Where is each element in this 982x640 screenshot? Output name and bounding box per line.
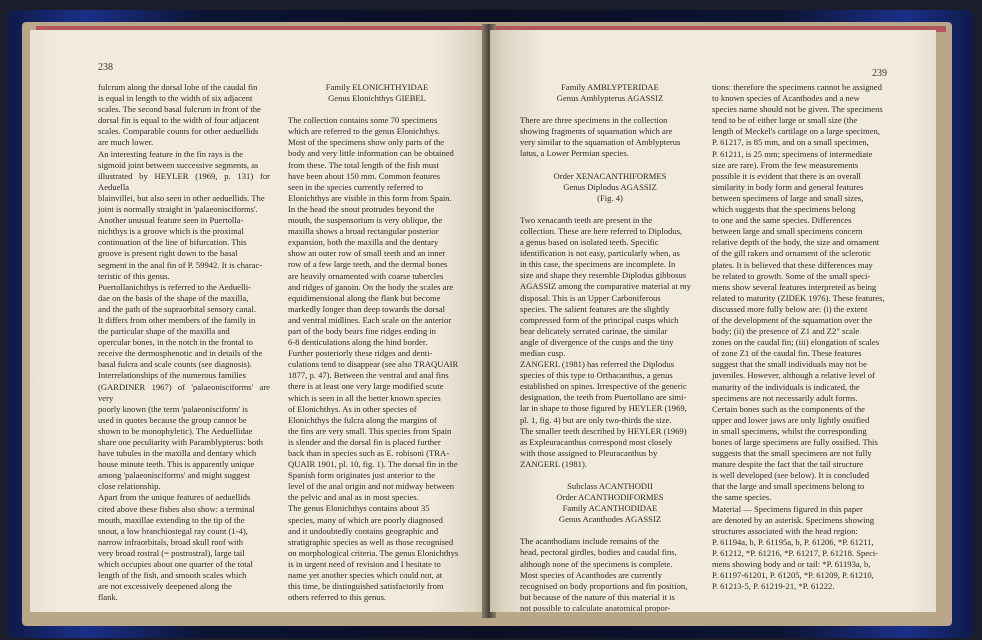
text-line: juveniles. However, although a relative level of [712,370,875,381]
text-line: identification is not easy, particularly when, as [520,248,680,259]
text-line: continuation of the line of bifurcation. This [98,237,247,248]
text-line: illustrated by HEYLER (1969, p. 131) for Aeduella [98,170,270,192]
text-line: have tubules in the maxilla and dentary which [98,448,257,459]
text-line: similarity in body form and general features [712,181,864,192]
text-line: dae on the basis of the shape of the maxilla, [98,292,249,303]
text-line: equidimensional along the flank but become [288,292,441,303]
page-number-right: 239 [872,68,887,79]
section-heading-line: Family AMBLYPTERIDAE [561,82,659,92]
text-line: Apart from the unique features of aeduellids [98,492,251,503]
text-line: is in urgent need of revision and I hesitate to [288,558,441,569]
text-line: The acanthodians include remains of the [520,536,660,547]
left-column-2 [288,82,466,603]
text-line: P. 61197-61201, P. 61205, *P. 61209, P. 61210, [712,570,874,581]
text-line: species, many of which are poorly diagnosed [288,514,443,525]
section-heading-line: Genus Acanthodes AGASSIZ [558,514,662,525]
text-line: bear delicately serrated carinae, the similar [520,325,668,336]
section-heading-line: Order XENACANTHIFORMES [553,170,667,181]
text-line: P. 61212, *P. 61216, *P. 61217, P. 61218. Speci- [712,547,879,558]
text-line: is equal in length to the width of six adjacent [98,93,253,104]
text-line: culations tend to disappear (see also TRAQUAIR [288,359,459,370]
text-line: The collection contains some 70 specimens [288,115,438,126]
text-line: close relationship. [98,481,161,492]
text-line: sigmoid joint between successive segments, as [98,159,259,170]
text-line: are heavily ornamented with coarse tubercles [288,270,444,281]
text-line: flank. [98,592,118,603]
text-line: established on spines. Irrespective of the generic [520,381,687,392]
text-line: collection. These are here referred to Diplodus, [520,225,683,236]
text-line: species of this type to Orthacanthus, a genus [520,370,673,381]
text-line: maxilla shows a broad rectangular posterior [288,226,439,237]
page-number-left: 238 [98,62,113,73]
text-line: the particular shape of the maxilla and [98,326,230,337]
text-line: plates. It is believed that these differences may [712,259,873,270]
text-line: Spanish form originates just anterior to the [288,470,436,481]
text-line: of the development of the squamation over the [712,314,873,325]
text-line: expansion, both the maxilla and the dentary [288,237,439,248]
section-heading-line: (Fig. 4) [597,192,623,203]
text-line: angle of divergence of the cusps and the tiny [520,336,674,347]
text-line: Another unusual feature seen in Puertolla- [98,215,244,226]
text-line: disposal. This is an Upper Carboniferous [520,292,661,303]
text-line: Interrelationships of the numerous families [98,370,246,381]
text-line: showing fragments of squamation which are [520,126,673,137]
text-line: mouth, the suspensorium is very oblique, the [288,215,443,226]
text-line: P. 61194a, b, P. 61195a, b, P. 61206, *P. 61211, [712,536,874,547]
text-line: 1877, p. 47). Between the ventral and anal fins [288,370,449,381]
text-line: very similar to the squamation of Amblypterus [520,137,681,148]
text-line: snout, a low branchiostegal ray count (1-4), [98,525,248,536]
text-line: length of Meckel's cartilage on a large specimen, [712,126,880,137]
text-line: row of a few large teeth, and the dermal bones [288,259,448,270]
text-line: blainvillei, but also seen in other aeduellids. The [98,192,265,203]
text-line: that the large and small specimens belong to [712,481,865,492]
text-line: on morphological criteria. The genus Elonichthys [288,547,459,558]
text-line: be related to growth. Some of the small speci- [712,270,871,281]
section-heading-line: Genus Amblypterus AGASSIZ [556,93,664,104]
text-line: and ridges of ganoin. On the body the scales are [288,281,454,292]
text-line: the same species. [712,492,772,503]
text-line: with those assigned to Pleuracanthus by [520,447,658,458]
section-heading-line: Family ACANTHODIDAE [562,503,658,514]
right-page [490,30,936,612]
text-line: Most species of Acanthodes are currently [520,569,662,580]
text-line: recognised on body proportions and fin position, [520,580,688,591]
text-line: An interesting feature in the fin rays is the [98,148,244,159]
text-line: P. 61213-5, P. 61219-21, *P. 61222. [712,581,835,592]
text-line: and ventral midlines. Each scale on the anterior [288,314,452,325]
text-line: among 'palaeonisciforms' and might suggest [98,470,251,481]
text-line: suggests that the small specimens are not fully [712,448,872,459]
section-heading-line: Subclass ACANTHODII [567,481,653,491]
section-heading-line: Family ELONICHTHYIDAE [325,82,429,92]
text-line: from these. The total length of the fish must [288,159,439,170]
text-line: as Expleuracanthus correspond most closely [520,436,673,447]
text-line: Most of the specimens show only parts of the [288,137,445,148]
text-line: (GARDINER 1967) of 'palaeonisciforms' are very [98,381,270,403]
text-line: this time, be distinguished satisfactorily from [288,581,444,592]
text-line: tions: therefore the specimens cannot be assigned [712,82,882,92]
text-line: groove is present right down to the basal [98,248,238,259]
left-column-1 [98,82,270,603]
text-line: 6-8 denticulations along the hind border. [288,337,428,348]
text-line: although none of the specimens is complete. [520,558,673,569]
text-line: narrow infraorbitals, broad skull roof with [98,536,244,547]
text-line: size and shape they resemble Diplodus gibbosus [520,270,687,281]
text-line: is well developed (see below). It is concluded [712,470,870,481]
text-line: to one and the same species. Differences [712,215,852,226]
text-line: Puertollanichthys is referred to the Aeduelli- [98,281,251,292]
text-line: house minute teeth. This is apparently unique [98,459,255,470]
text-line: are denoted by an asterisk. Specimens showing [712,514,875,525]
text-line: receive the dermosphenotic and in details of the [98,348,263,359]
text-line: P. 61217, is 85 mm, and on a small specimen, [712,137,869,148]
text-line: size are rare). From the few measurements [712,159,859,170]
text-line: a genus based on isolated teeth. Specific [520,237,659,248]
text-line: scales. Comparable counts for other aeduellids [98,126,259,137]
left-page [30,30,488,612]
text-line: maturity of the individuals is indicated, the [712,381,860,392]
text-line: have been about 150 mm. Common features [288,170,441,181]
text-line: joint is normally straight in 'palaeonisciforms'. [98,204,258,215]
text-line: level of the anal origin and not midway between [288,481,455,492]
text-line: mens show several features interpreted as being [712,281,877,292]
text-line: but because of the nature of this material it is [520,591,675,602]
text-line: of zone Z1 of the caudal fin. These features [712,348,862,359]
text-line: Certain bones such as the components of the [712,403,865,414]
text-line: The genus Elonichthys contains about 35 [288,503,430,514]
text-line: segment in the anal fin of P. 59942. It is charac- [98,259,263,270]
text-line: QUAIR 1901, pl. 10, fig. 1). The dorsal fin in the [288,459,458,470]
text-line: species name should not be given. The specimens [712,104,883,115]
text-line: the pelvic and anal as in most species. [288,492,419,503]
text-line: tend to be of either large or small size (the [712,115,858,126]
text-line: dorsal fin is equal to the width of four adjacent [98,115,260,126]
text-line: which is seen in all the better known species [288,392,441,403]
text-line: In the head the snout protrudes beyond the [288,203,435,214]
text-line: pl. 1, fig. 4) but are only two-thirds the size. [520,414,672,425]
text-line: which are referred to the genus Elonichthys. [288,126,441,137]
text-line: head, pectoral girdles, bodies and caudal fins, [520,547,677,558]
text-line: suggest that the small individuals may not be [712,359,867,370]
text-line: relative depth of the body, the size and ornament [712,237,880,248]
text-line: which suggests that the specimens belong [712,204,856,215]
text-line: others referred to this genus. [288,592,387,603]
text-line: body and very little information can be obtained [288,148,454,159]
text-line: is slender and the dorsal fin is placed further [288,436,441,447]
text-line: which occupies about one quarter of the total [98,559,253,570]
text-line: between specimens of large and small sizes, [712,192,864,203]
text-line: body; (ii) the presence of Z1 and Z2" scale [712,326,860,337]
text-line: the fins are very small. This species from Spain [288,425,452,436]
text-line: Two xenacanth teeth are present in the [520,214,653,225]
text-line: there is at least one very large modified scute [288,381,444,392]
text-line: and it undoubtedly contains geographic and [288,525,439,536]
text-line: designation, the teeth from Puertollano are simi- [520,392,687,403]
text-line: mens showing body and or tail: *P. 61193a, b, [712,559,871,570]
text-line: back than in species such as E. robisoni (TRA- [288,448,450,458]
text-line: cited above these fishes also show: a terminal [98,503,255,514]
text-line: mouth, maxillae extending to the tip of the [98,514,245,525]
text-line: zones on the caudal fin; (iii) elongation of scales [712,337,880,348]
text-line: used in quotes because the group cannot be [98,414,247,425]
text-line: and the path of the supraorbital sensory canal. [98,303,256,314]
text-line: lar in shape to those figured by HEYLER (1969, [520,403,687,414]
text-line: ZANGERL (1981) has referred the Diplodus [520,359,675,370]
text-line: in this case, the specimens are incomplete. In [520,259,676,270]
text-line: show an outer row of small teeth and an inner [288,248,446,259]
text-line: latus, a Lower Permian species. [520,148,629,159]
text-line: teristic of this genus. [98,270,170,281]
text-line: of Elonichthys. As in other species of [288,403,417,414]
text-line: name yet another species which could not, at [288,570,443,581]
right-column-1 [520,82,700,612]
text-line: AGASSIZ among the comparative material at my [520,281,691,292]
text-line: ZANGERL (1981). [520,458,587,469]
text-line: basal fulcra and scale counts (see diagnosis). [98,359,252,370]
text-line: markedly longer than deep towards the dorsal [288,303,446,314]
text-line: median cusp. [520,347,566,358]
section-heading-line: Order ACANTHODIFORMES [556,492,664,503]
text-line: seen in the species currently referred to [288,181,424,192]
text-line: length of the fish, and smooth scales which [98,570,247,581]
text-line: stratigraphic species as well as those recognised [288,536,454,547]
text-line: opercular bones, in the notch in the frontal to [98,337,253,348]
text-line: P. 61211, is 25 mm; specimens of intermediate [712,148,873,159]
text-line: Elonichthys the fulcra along the margins of [288,414,437,425]
text-line: very broad rostral (= postrostral), large tail [98,547,245,558]
text-line: compressed form of the principal cusps which [520,314,679,325]
text-line: not possible to calculate anatomical propor- [520,602,671,612]
text-line: related to maturity (ZIDEK 1976). These features, [712,292,885,303]
text-line: in small specimens, whilst the corresponding [712,425,867,436]
text-line: scales. The second basal fulcrum in front of the [98,104,261,115]
text-line: are not excessively deepened along the [98,581,232,592]
right-column-2 [712,82,894,592]
text-line: specimens are not necessarily adult forms. [712,392,858,403]
text-line: nichthys is a groove which is the proximal [98,226,244,237]
text-line: between large and small specimens concern [712,226,863,237]
text-line: Further posteriorly these ridges and denti- [288,348,433,359]
text-line: bones of large specimens are fully ossified. This [712,437,878,447]
text-line: The smaller teeth described by HEYLER (1969) [520,425,687,436]
text-line: There are three specimens in the collection [520,115,668,126]
text-line: structures associated with the head region: [712,525,858,536]
text-line: to known species of Acanthodes and a new [712,93,860,104]
section-heading-line: Genus Elonichthys GIEBEL [328,93,426,104]
text-line: mature despite the fact that the tail structure [712,459,864,470]
text-line: fulcrum along the dorsal lobe of the caudal fin [98,82,258,92]
text-line: part of the body bears fine ridges ending in [288,325,436,336]
text-line: are much lower. [98,137,154,148]
text-line: possible it is evident that there is an overall [712,170,861,181]
text-line: discussed more fully below are: (i) the extent [712,303,868,314]
text-line: It differs from other members of the family in [98,314,256,325]
text-line: share one peculiarity with Paramblypterus: both [98,437,263,447]
text-line: upper and lower jaws are only lightly ossified [712,414,870,425]
text-line: of the gill rakers and ornament of the sclerotic [712,248,871,259]
text-line: Material — Specimens figured in this paper [712,503,863,514]
text-line: species. The salient features are the slightly [520,303,670,314]
text-line: shown to be monophyletic). The Aeduellidae [98,425,253,436]
section-heading-line: Genus Diplodus AGASSIZ [563,181,657,192]
text-line: poorly known (the term 'palaeonisciform' is [98,403,248,414]
text-line: Elonichthys are visible in this form from Spain. [288,192,452,203]
